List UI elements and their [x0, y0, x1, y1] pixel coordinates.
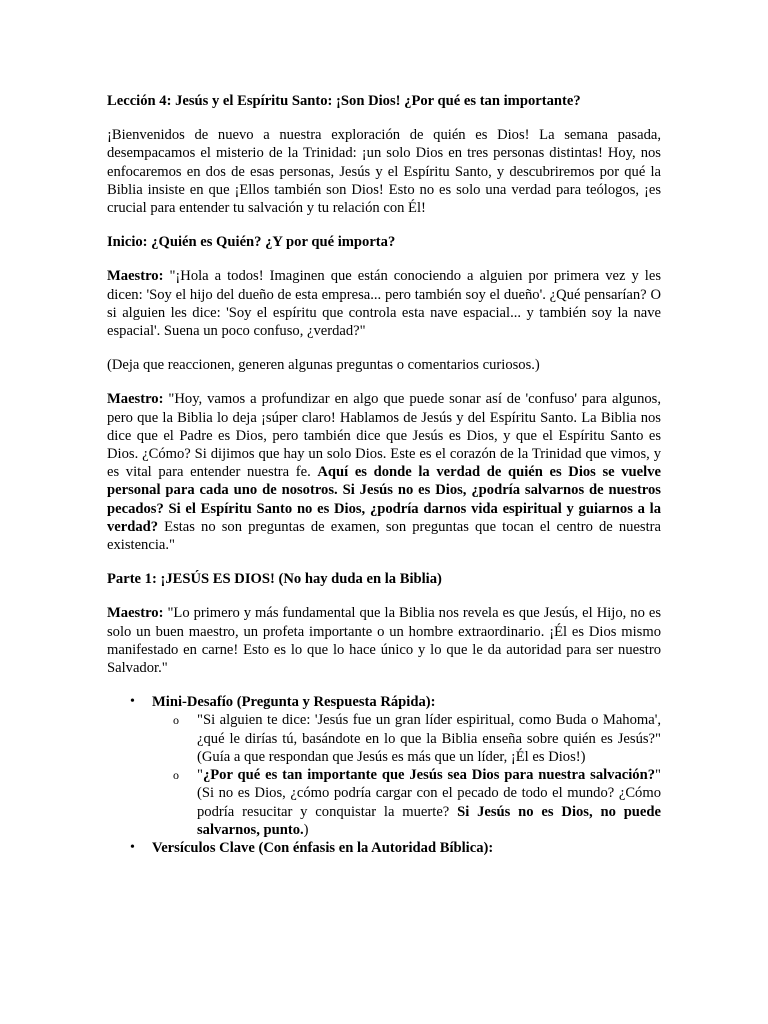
intro-paragraph: ¡Bienvenidos de nuevo a nuestra exploración de quién es Dios! La semana pasada, desempacamos el misterio de la Trinidad: ¡un solo Dios en tres personas distintas! Hoy, nos enfocaremos en dos de esas personas, Jesús y el Espíritu Santo, y descubriremos por qué la Biblia insiste en que ¡Ellos también son Dios! Esto no es solo una verdad para teólogos, ¡es crucial para entender tu salvación y tu relación con Él! [107, 127, 661, 217]
speaker-label: Maestro: [107, 605, 164, 622]
bullet-list [107, 693, 661, 857]
document-content [107, 92, 661, 857]
paragraph-text: "Lo primero y más fundamental que la Biblia nos revela es que Jesús, el Hijo, no es solo un buen maestro, un profeta importante o un hombre extraordinario. ¡Él es Dios mismo manifestado en carne! Esto es lo que lo hace único y lo que le da autoridad para ser nuestro Salvador." [107, 605, 661, 677]
list-item-label: Mini-Desafío (Pregunta y Respuesta Rápida): [152, 694, 436, 711]
maestro-paragraph-1 [107, 267, 661, 340]
maestro-paragraph-3 [107, 604, 661, 677]
section-heading-inicio: Inicio: ¿Quién es Quién? ¿Y por qué importa? [107, 234, 396, 251]
question-emphasis: ¿Por qué es tan importante que Jesús sea Dios para nuestra salvación? [202, 767, 656, 784]
section-heading-parte-1: Parte 1: ¡JESÚS ES DIOS! (No hay duda en la Biblia) [107, 571, 442, 588]
paragraph-text-end: Estas no son preguntas de examen, son preguntas que tocan el centro de nuestra existencia." [107, 518, 661, 554]
emphasis-text: Aquí es donde la verdad de quién es Dios se vuelve personal para cada uno de nosotros. Si Jesús no es Dios, ¿podría salvarnos de nuestros pecados? Si el Espíritu Santo no es Dios, ¿podría darnos vida espiritual y guiarnos a la verdad? [107, 464, 661, 535]
sub-item-text: "Si alguien te dice: 'Jesús fue un gran líder espiritual, como Buda o Mahoma', ¿qué le dirías tú, basándote en lo que la Biblia enseña sobre quién es Jesús?" (Guía a que respondan que Jesús es más que un líder, ¡Él es Dios!) [197, 712, 661, 765]
quote-open: " [197, 767, 203, 784]
lesson-title: Lección 4: Jesús y el Espíritu Santo: ¡Son Dios! ¿Por qué es tan importante? [107, 93, 581, 109]
sub-list [152, 711, 661, 838]
stage-note: (Deja que reaccionen, generen algunas preguntas o comentarios curiosos.) [107, 357, 540, 374]
sub-list-item [173, 711, 661, 766]
list-item-mini-desafio [107, 693, 661, 839]
bullet-marker: • [130, 839, 135, 855]
speaker-label: Maestro: [107, 268, 164, 285]
list-item-versiculos [107, 839, 661, 857]
paragraph-text: "¡Hola a todos! Imaginen que están conociendo a alguien por primera vez y les dicen: 'Soy el hijo del dueño de esta empresa... pero también soy el dueño'. ¿Qué pensarían? O si alguien les dice: 'Soy el espíritu que controla esta nave espacial... y también soy la nave espacial'. Suena un poco confuso, ¿verdad?" [107, 268, 661, 340]
bullet-marker: • [130, 694, 135, 710]
maestro-paragraph-2 [107, 390, 661, 554]
sub-bullet-marker: o [173, 713, 179, 728]
list-item-label: Versículos Clave (Con énfasis en la Autoridad Bíblica): [152, 839, 494, 856]
answer-emphasis: Si Jesús no es Dios, no puede salvarnos, punto. [197, 803, 661, 838]
sub-list-item [173, 766, 661, 839]
paren-close: ) [303, 821, 309, 838]
sub-item-text: " (Si no es Dios, ¿cómo podría cargar con el pecado de todo el mundo? ¿Cómo podría resucitar y conquistar la muerte? [197, 767, 661, 820]
sub-bullet-marker: o [173, 768, 179, 783]
speaker-label: Maestro: [107, 391, 164, 408]
paragraph-text: "Hoy, vamos a profundizar en algo que puede sonar así de 'confuso' para algunos, pero que la Biblia lo deja ¡súper claro! Hablamos de Jesús y del Espíritu Santo. La Biblia nos dice que el Padre es Dios, pero también dice que Jesús es Dios, y que el Espíritu Santo es Dios. ¿Cómo? Si dijimos que hay un solo Dios. Este es el corazón de la Trinidad que vimos, y es vital para entender nuestra fe. [107, 391, 661, 481]
